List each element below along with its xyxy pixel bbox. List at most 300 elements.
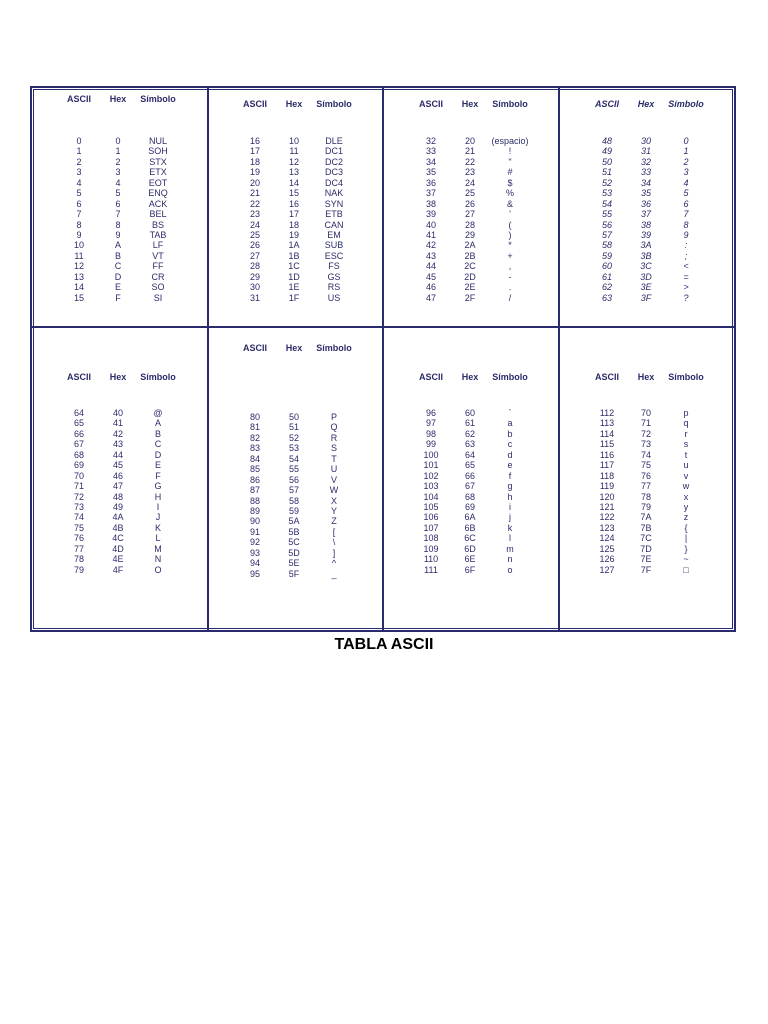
symbol-cell: 6 <box>683 198 689 209</box>
hex-code-cell: 7B <box>640 522 652 533</box>
table-row <box>384 512 560 522</box>
ascii-code-cell: 85 <box>249 464 261 475</box>
column-header-hex: Hex <box>461 372 479 382</box>
ascii-code-cell: 70 <box>73 470 85 481</box>
column-header-symbol: Símbolo <box>316 99 352 109</box>
table-row <box>560 492 736 502</box>
ascii-code-cell: 84 <box>249 453 261 464</box>
hex-code-cell: 37 <box>640 209 652 220</box>
hex-code-cell: 3C <box>640 261 652 272</box>
table-row <box>208 475 384 485</box>
ascii-code-cell: 60 <box>601 261 613 272</box>
table-row <box>208 516 384 526</box>
hex-code-cell: 1 <box>115 146 121 157</box>
ascii-code-cell: 80 <box>249 412 261 422</box>
ascii-code-cell: 83 <box>249 443 261 454</box>
hex-code-cell: 35 <box>640 188 652 199</box>
table-row <box>32 492 208 502</box>
hex-code-cell: 57 <box>288 485 300 496</box>
symbol-cell: Z <box>331 516 337 527</box>
table-row <box>208 146 384 156</box>
symbol-cell: N <box>154 554 162 565</box>
hex-code-cell: 1B <box>288 250 300 261</box>
ascii-code-cell: 74 <box>73 512 85 523</box>
ascii-code-cell: 35 <box>425 167 437 178</box>
ascii-code-cell: 54 <box>601 198 613 209</box>
ascii-code-cell: 104 <box>423 491 439 502</box>
symbol-cell: u <box>683 460 689 471</box>
table-row <box>384 209 560 219</box>
symbol-cell: LF <box>152 240 164 251</box>
symbol-cell: f <box>508 470 512 481</box>
hex-code-cell: 78 <box>640 491 652 502</box>
hex-code-cell: 16 <box>288 198 300 209</box>
table-row <box>384 565 560 575</box>
ascii-code-cell: 78 <box>73 554 85 565</box>
table-row <box>208 188 384 198</box>
symbol-cell: W <box>329 485 339 496</box>
symbol-cell: DC3 <box>324 167 344 178</box>
column-header-hex: Hex <box>637 372 655 382</box>
ascii-code-cell: 95 <box>249 568 261 579</box>
column-header-ascii: ASCII <box>66 94 92 104</box>
table-row <box>208 136 384 146</box>
ascii-code-cell: 82 <box>249 432 261 443</box>
ascii-code-cell: 21 <box>249 188 261 199</box>
ascii-code-cell: 116 <box>599 449 615 460</box>
ascii-code-cell: 41 <box>425 229 437 240</box>
table-row <box>384 471 560 481</box>
ascii-code-cell: 117 <box>599 460 615 471</box>
table-row <box>384 429 560 439</box>
table-row <box>384 178 560 188</box>
hex-code-cell: 9 <box>115 229 121 240</box>
ascii-code-cell: 111 <box>424 564 438 575</box>
symbol-cell: ) <box>508 229 512 240</box>
ascii-code-cell: 108 <box>423 533 439 544</box>
hex-code-cell: 51 <box>288 422 300 433</box>
ascii-code-cell: 55 <box>601 209 613 220</box>
hex-code-cell: 1F <box>288 292 300 303</box>
symbol-cell: BEL <box>149 209 167 220</box>
ascii-panel <box>32 94 208 324</box>
symbol-cell: = <box>683 271 689 282</box>
hex-code-cell: 74 <box>640 449 652 460</box>
ascii-code-cell: 46 <box>425 282 437 293</box>
symbol-cell: G <box>154 481 162 492</box>
symbol-cell: | <box>684 533 688 544</box>
ascii-panel <box>32 332 208 575</box>
hex-code-cell: 65 <box>464 460 476 471</box>
symbol-cell: v <box>683 470 689 481</box>
hex-code-cell: 40 <box>112 408 124 418</box>
ascii-code-cell: 24 <box>249 219 261 230</box>
hex-code-cell: 3 <box>115 167 121 178</box>
hex-code-cell: 62 <box>464 428 476 439</box>
hex-code-cell: 4A <box>112 512 124 523</box>
symbol-cell: ! <box>508 146 512 157</box>
column-header-ascii: ASCII <box>66 372 92 382</box>
hex-code-cell: 2 <box>115 156 121 167</box>
ascii-code-cell: 118 <box>599 470 615 481</box>
ascii-code-cell: 42 <box>425 240 437 251</box>
table-row <box>208 199 384 209</box>
hex-code-cell: 22 <box>464 156 476 167</box>
symbol-cell: 9 <box>683 229 689 240</box>
table-row <box>208 569 384 579</box>
symbol-cell: FF <box>152 261 164 272</box>
hex-code-cell: 77 <box>640 481 652 492</box>
row-list <box>32 136 208 303</box>
symbol-cell: ' <box>509 209 511 220</box>
ascii-code-cell: 123 <box>599 522 615 533</box>
hex-code-cell: 2B <box>464 250 476 261</box>
symbol-cell: ^ <box>331 558 337 569</box>
symbol-cell: STX <box>149 156 167 167</box>
table-row <box>32 136 208 146</box>
table-row <box>560 544 736 554</box>
hex-code-cell: 7E <box>640 554 652 565</box>
column-header-hex: Hex <box>285 343 303 353</box>
table-row <box>384 251 560 261</box>
symbol-cell: DLE <box>325 136 343 146</box>
symbol-cell: EOT <box>148 177 168 188</box>
ascii-code-cell: 92 <box>249 537 261 548</box>
symbol-cell: X <box>330 495 338 506</box>
ascii-code-cell: 90 <box>249 516 261 527</box>
ascii-code-cell: 100 <box>423 449 439 460</box>
table-row <box>32 565 208 575</box>
symbol-cell: x <box>683 491 689 502</box>
ascii-code-cell: 9 <box>76 229 82 240</box>
table-row <box>208 527 384 537</box>
column-header-ascii: ASCII <box>418 372 444 382</box>
table-row <box>208 167 384 177</box>
table-row <box>208 157 384 167</box>
ascii-code-cell: 103 <box>423 481 439 492</box>
row-list <box>384 408 560 575</box>
ascii-code-cell: 99 <box>425 439 437 450</box>
symbol-cell: @ <box>153 408 163 418</box>
ascii-code-cell: 0 <box>76 136 82 146</box>
symbol-cell: V <box>330 474 338 485</box>
symbol-cell: CR <box>151 271 165 282</box>
symbol-cell: NUL <box>148 136 168 146</box>
column-header-hex: Hex <box>461 99 479 109</box>
table-row <box>560 167 736 177</box>
table-row <box>560 272 736 282</box>
table-row <box>560 146 736 156</box>
symbol-cell: 7 <box>683 209 689 220</box>
symbol-cell: ESC <box>324 250 344 261</box>
ascii-code-cell: 15 <box>73 292 85 303</box>
hex-code-cell: 5A <box>288 516 300 527</box>
symbol-cell: m <box>506 543 514 554</box>
ascii-code-cell: 40 <box>425 219 437 230</box>
ascii-code-cell: 37 <box>425 188 437 199</box>
hex-code-cell: 4E <box>112 554 124 565</box>
hex-code-cell: 1C <box>288 261 300 272</box>
symbol-cell: P <box>330 412 338 422</box>
hex-code-cell: 3B <box>640 250 652 261</box>
ascii-code-cell: 4 <box>76 177 82 188</box>
symbol-cell: SO <box>151 282 165 293</box>
symbol-cell: NAK <box>324 188 344 199</box>
table-row <box>208 485 384 495</box>
column-header-hex: Hex <box>109 372 127 382</box>
table-row <box>560 188 736 198</box>
ascii-code-cell: 16 <box>249 136 261 146</box>
table-row <box>384 240 560 250</box>
hex-code-cell: 44 <box>112 449 124 460</box>
ascii-code-cell: 51 <box>601 167 613 178</box>
hex-code-cell: 50 <box>288 412 300 422</box>
table-row <box>384 146 560 156</box>
column-header-ascii: ASCII <box>242 99 268 109</box>
symbol-cell: ~ <box>683 554 689 565</box>
hex-code-cell: E <box>114 282 122 293</box>
table-row <box>32 146 208 156</box>
table-row <box>208 558 384 568</box>
ascii-code-cell: 38 <box>425 198 437 209</box>
symbol-cell: n <box>507 554 513 565</box>
symbol-cell: ` <box>508 408 512 418</box>
table-row <box>560 523 736 533</box>
ascii-code-cell: 43 <box>425 250 437 261</box>
symbol-cell: < <box>683 261 689 272</box>
ascii-code-cell: 62 <box>601 282 613 293</box>
table-row <box>384 167 560 177</box>
hex-code-cell: 7C <box>640 533 652 544</box>
row-divider <box>30 326 736 328</box>
table-row <box>32 240 208 250</box>
ascii-code-cell: 26 <box>249 240 261 251</box>
table-row <box>560 565 736 575</box>
ascii-code-cell: 12 <box>73 261 85 272</box>
table-row <box>384 533 560 543</box>
ascii-code-cell: 29 <box>249 271 261 282</box>
hex-code-cell: 7D <box>640 543 652 554</box>
ascii-code-cell: 33 <box>425 146 437 157</box>
column-header-hex: Hex <box>109 94 127 104</box>
hex-code-cell: 71 <box>640 418 652 429</box>
hex-code-cell: 6E <box>464 554 476 565</box>
symbol-cell: c <box>507 439 513 450</box>
table-row <box>208 454 384 464</box>
symbol-cell: ETX <box>149 167 167 178</box>
ascii-code-cell: 67 <box>73 439 85 450</box>
hex-code-cell: 0 <box>115 136 121 146</box>
hex-code-cell: 5F <box>288 568 300 579</box>
symbol-cell: w <box>682 481 690 492</box>
table-row <box>384 460 560 470</box>
hex-code-cell: 6A <box>464 512 476 523</box>
ascii-code-cell: 98 <box>425 428 437 439</box>
table-row <box>208 261 384 271</box>
symbol-cell: ( <box>508 219 512 230</box>
table-row <box>560 251 736 261</box>
symbol-cell: { <box>684 522 688 533</box>
hex-code-cell: 24 <box>464 177 476 188</box>
hex-code-cell: 53 <box>288 443 300 454</box>
table-row <box>560 429 736 439</box>
ascii-code-cell: 124 <box>599 533 615 544</box>
hex-code-cell: 36 <box>640 198 652 209</box>
symbol-cell: 4 <box>683 177 689 188</box>
row-list <box>384 136 560 303</box>
table-row <box>560 502 736 512</box>
hex-code-cell: 2C <box>464 261 476 272</box>
table-row <box>208 422 384 432</box>
table-row <box>208 209 384 219</box>
ascii-code-cell: 119 <box>599 481 615 492</box>
ascii-code-cell: 10 <box>73 240 85 251</box>
ascii-code-cell: 53 <box>601 188 613 199</box>
hex-code-cell: 6B <box>464 522 476 533</box>
ascii-code-cell: 22 <box>249 198 261 209</box>
hex-code-cell: 56 <box>288 474 300 485</box>
table-row <box>32 199 208 209</box>
symbol-cell: I <box>156 501 160 512</box>
ascii-code-cell: 69 <box>73 460 85 471</box>
ascii-code-cell: 65 <box>73 418 85 429</box>
column-header-symbol: Símbolo <box>668 372 704 382</box>
hex-code-cell: 33 <box>640 167 652 178</box>
symbol-cell: > <box>683 282 689 293</box>
hex-code-cell: 34 <box>640 177 652 188</box>
table-row <box>384 157 560 167</box>
hex-code-cell: 1E <box>288 282 300 293</box>
ascii-code-cell: 3 <box>76 167 82 178</box>
table-row <box>32 209 208 219</box>
hex-code-cell: 63 <box>464 439 476 450</box>
row-list <box>208 136 384 303</box>
hex-code-cell: 5D <box>288 547 300 558</box>
ascii-panel <box>384 94 560 324</box>
ascii-code-cell: 23 <box>249 209 261 220</box>
hex-code-cell: 18 <box>288 219 300 230</box>
hex-code-cell: 76 <box>640 470 652 481</box>
table-row <box>560 209 736 219</box>
hex-code-cell: 29 <box>464 229 476 240</box>
table-row <box>560 418 736 428</box>
ascii-code-cell: 72 <box>73 491 85 502</box>
table-row <box>560 533 736 543</box>
table-row <box>32 502 208 512</box>
hex-code-cell: 45 <box>112 460 124 471</box>
ascii-code-cell: 127 <box>599 564 615 575</box>
row-list <box>208 412 384 579</box>
ascii-code-cell: 114 <box>599 428 615 439</box>
ascii-code-cell: 19 <box>249 167 261 178</box>
hex-code-cell: 5 <box>115 188 121 199</box>
hex-code-cell: 5E <box>288 558 300 569</box>
symbol-cell: - <box>508 271 512 282</box>
ascii-code-cell: 66 <box>73 428 85 439</box>
symbol-cell: / <box>508 292 512 303</box>
ascii-code-cell: 8 <box>76 219 82 230</box>
table-row <box>208 178 384 188</box>
symbol-cell: Q <box>330 422 338 433</box>
symbol-cell: RS <box>327 282 341 293</box>
ascii-code-cell: 25 <box>249 229 261 240</box>
column-header-symbol: Símbolo <box>492 99 528 109</box>
ascii-code-cell: 49 <box>601 146 613 157</box>
symbol-cell: 8 <box>683 219 689 230</box>
table-row <box>32 418 208 428</box>
hex-code-cell: 28 <box>464 219 476 230</box>
table-row <box>32 439 208 449</box>
table-row <box>384 554 560 564</box>
column-header-symbol: Símbolo <box>140 94 176 104</box>
table-row <box>32 261 208 271</box>
symbol-cell: DC2 <box>324 156 344 167</box>
row-list <box>560 408 736 575</box>
symbol-cell: h <box>507 491 513 502</box>
table-row <box>208 293 384 303</box>
ascii-code-cell: 1 <box>76 146 82 157</box>
hex-code-cell: 10 <box>288 136 300 146</box>
symbol-cell: DC1 <box>324 146 344 157</box>
ascii-code-cell: 120 <box>599 491 615 502</box>
symbol-cell: i <box>509 501 511 512</box>
ascii-code-cell: 101 <box>423 460 439 471</box>
hex-code-cell: 4D <box>112 543 124 554</box>
hex-code-cell: 5C <box>288 537 300 548</box>
symbol-cell: ] <box>332 547 336 558</box>
symbol-cell: $ <box>507 177 513 188</box>
column-header-ascii: ASCII <box>242 343 268 353</box>
symbol-cell: H <box>154 491 162 502</box>
table-row <box>384 450 560 460</box>
ascii-code-cell: 39 <box>425 209 437 220</box>
hex-code-cell: 43 <box>112 439 124 450</box>
symbol-cell: DC4 <box>324 177 344 188</box>
table-row <box>32 460 208 470</box>
hex-code-cell: 68 <box>464 491 476 502</box>
table-row <box>32 251 208 261</box>
symbol-cell: q <box>683 418 689 429</box>
ascii-code-cell: 75 <box>73 522 85 533</box>
table-row <box>384 492 560 502</box>
ascii-code-cell: 86 <box>249 474 261 485</box>
ascii-code-cell: 106 <box>423 512 439 523</box>
hex-code-cell: B <box>114 250 122 261</box>
symbol-cell: p <box>683 408 689 418</box>
ascii-code-cell: 107 <box>423 522 439 533</box>
hex-code-cell: 3E <box>640 282 652 293</box>
ascii-code-cell: 30 <box>249 282 261 293</box>
symbol-cell: l <box>509 533 511 544</box>
table-row <box>32 188 208 198</box>
symbol-cell: SOH <box>148 146 168 157</box>
table-row <box>32 429 208 439</box>
table-row <box>208 433 384 443</box>
ascii-code-cell: 87 <box>249 485 261 496</box>
ascii-code-cell: 96 <box>425 408 437 418</box>
symbol-cell: + <box>507 250 513 261</box>
hex-code-cell: F <box>115 292 121 303</box>
symbol-cell: Y <box>330 505 338 516</box>
symbol-cell: D <box>154 449 162 460</box>
table-row <box>384 188 560 198</box>
symbol-cell: y <box>683 501 689 512</box>
hex-code-cell: 7 <box>115 209 121 220</box>
hex-code-cell: 1D <box>288 271 300 282</box>
ascii-code-cell: 105 <box>423 501 439 512</box>
ascii-code-cell: 122 <box>599 512 615 523</box>
table-row <box>560 554 736 564</box>
